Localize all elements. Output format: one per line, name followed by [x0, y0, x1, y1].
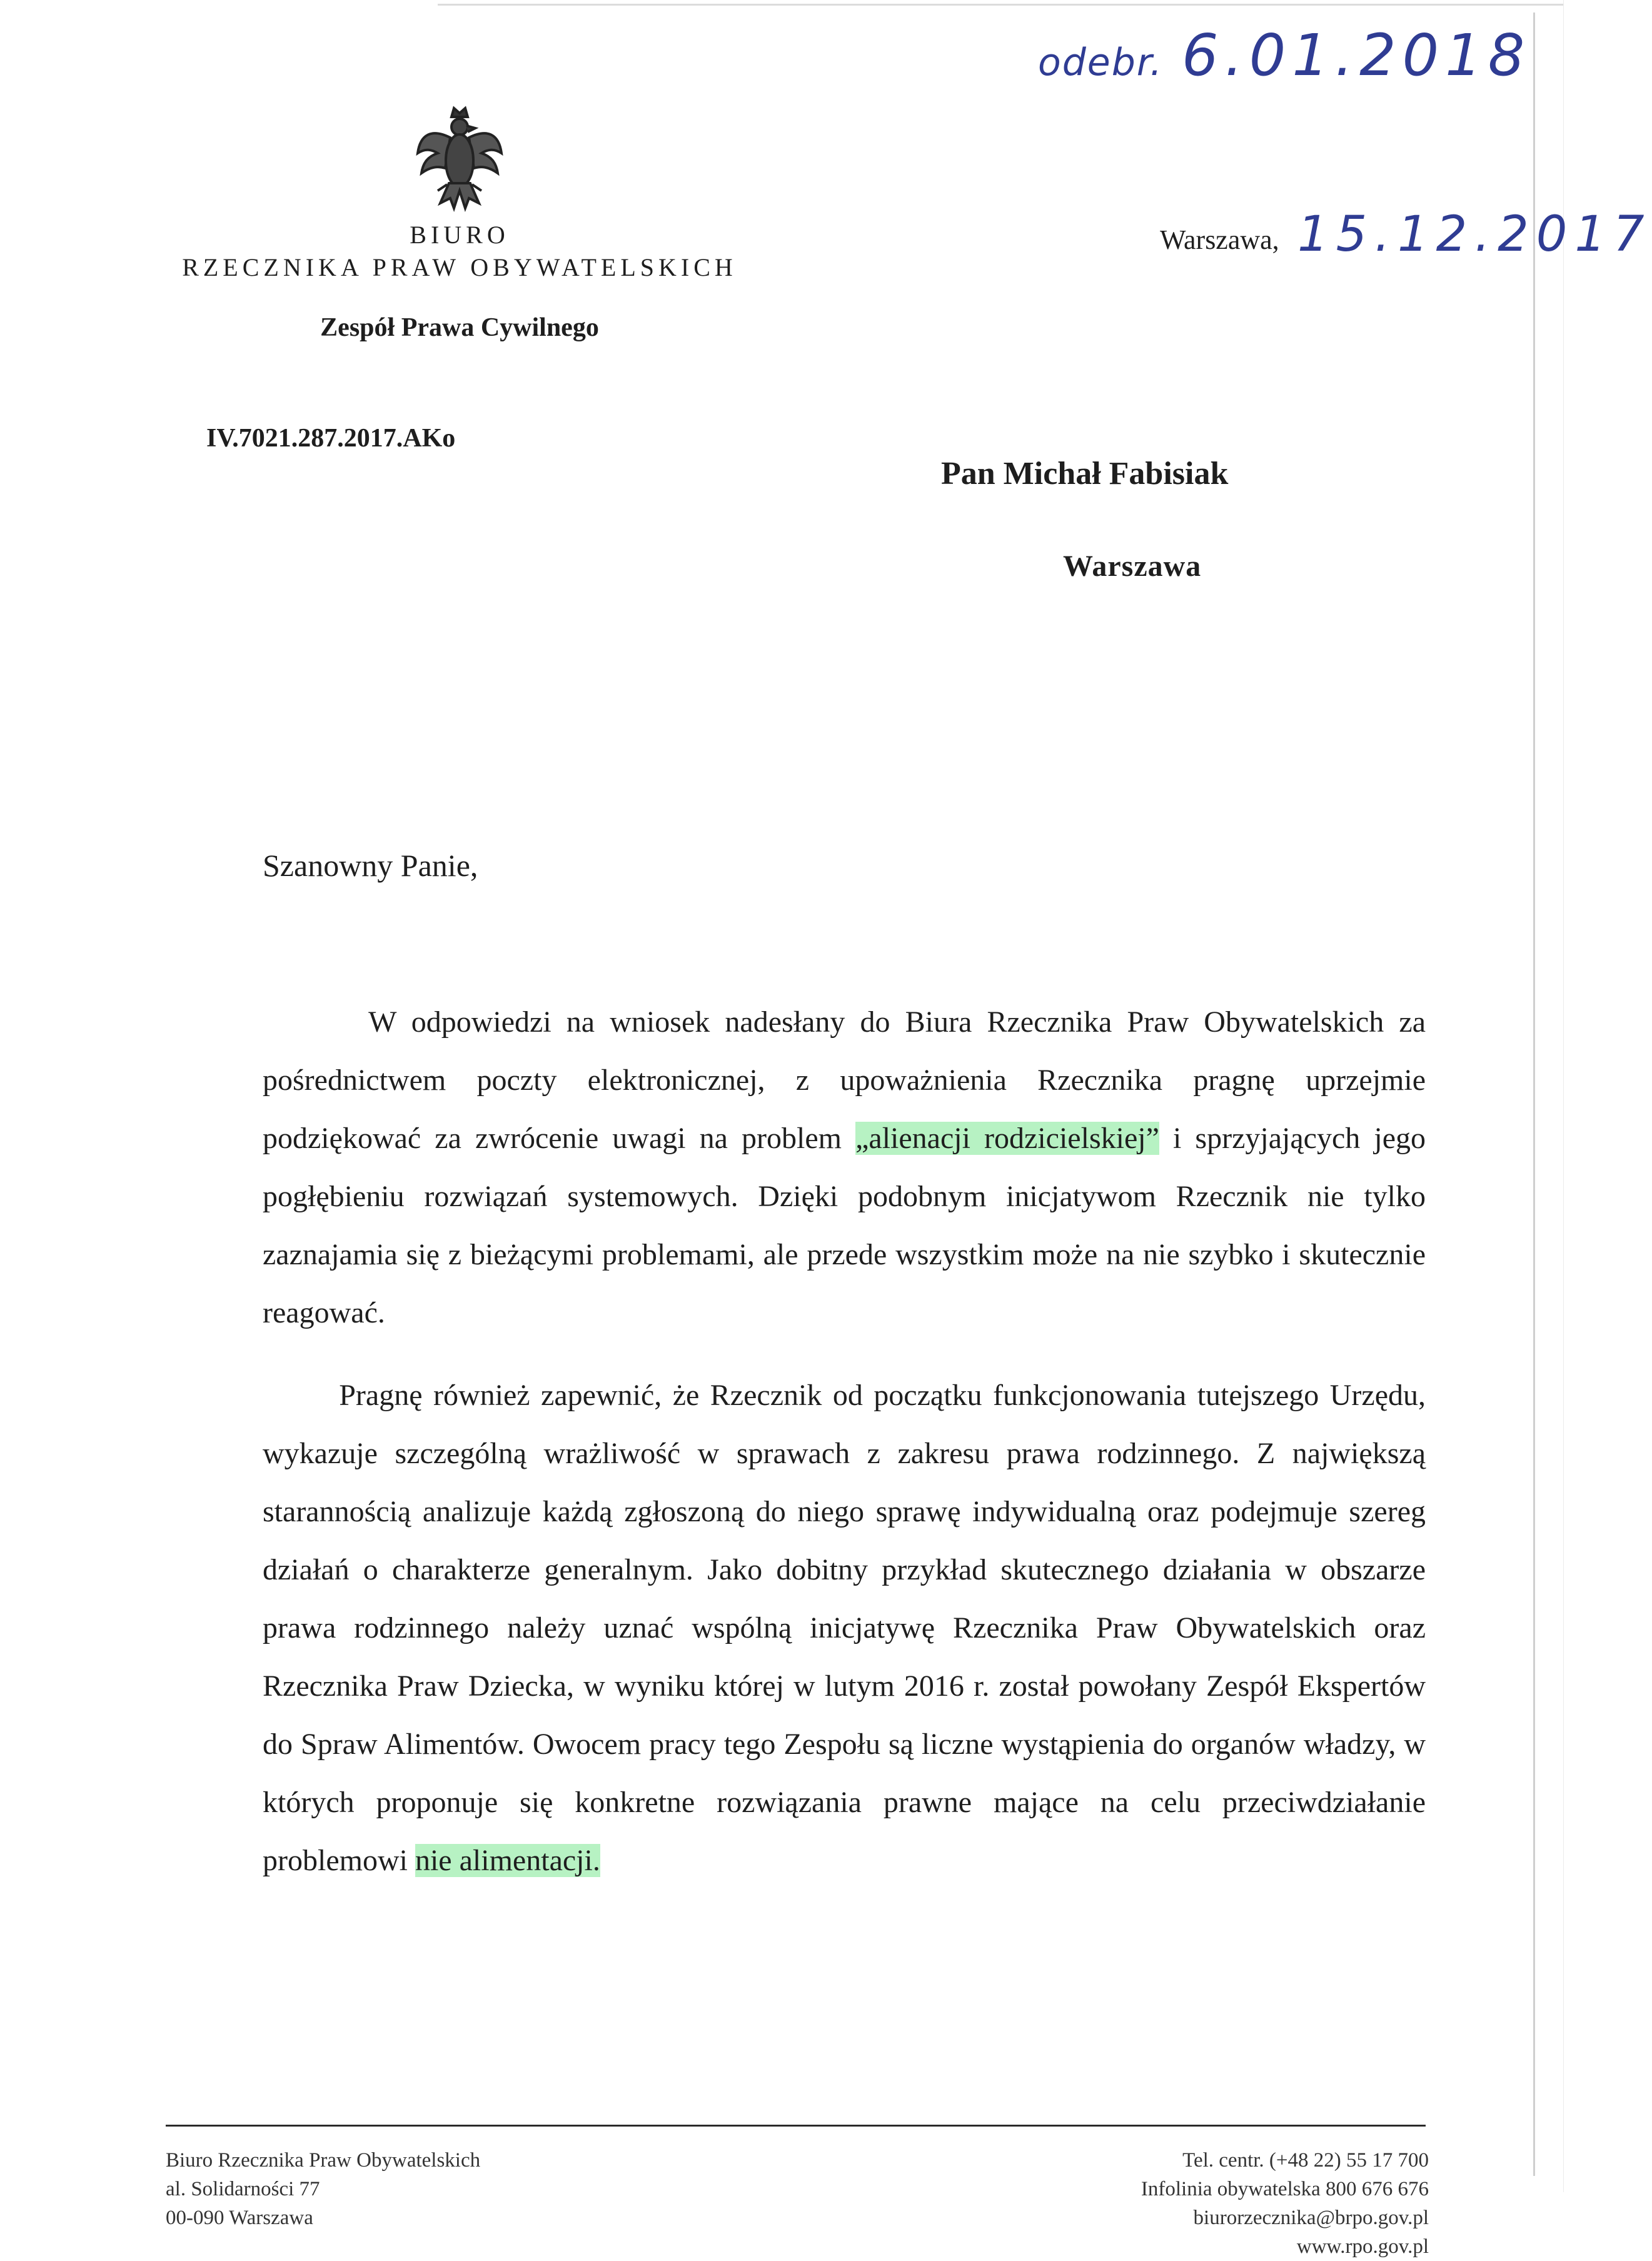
polish-eagle-emblem-icon	[413, 103, 506, 213]
addressee-city: Warszawa	[1063, 550, 1202, 583]
footer-postcode: 00-090 Warszawa	[166, 2207, 313, 2229]
received-stamp-handwritten	[1038, 22, 1531, 89]
footer-divider	[166, 2125, 1426, 2127]
scan-edge-top	[438, 4, 1563, 6]
paragraph-1-text-before: W odpowiedzi na wniosek nadesłany do Biura Rzecznika Praw Obywatelskich za pośrednictwem poczty elektronicznej, z upoważnienia Rzecznika pragnę uprzejmie podziękować za zwrócenie uwagi na problem	[263, 1005, 1426, 1155]
received-date: 6.01.2018	[1182, 22, 1531, 89]
addressee-name: Pan Michał Fabisiak	[941, 456, 1229, 491]
paragraph-1-text-after: i sprzyjających jego pogłębieniu rozwiązań systemowych. Dzięki podobnym inicjatywom Rzecznik nie tylko zaznajamia się z bieżącymi problemami, ale przede wszystkim może na nie szybko i skutecznie reagować.	[263, 1122, 1426, 1329]
place-label: Warszawa,	[1160, 224, 1279, 255]
letter-date-handwritten: 15.12.2017	[1297, 206, 1652, 263]
footer-street: al. Solidarności 77	[166, 2178, 320, 2200]
office-name	[166, 219, 753, 284]
scan-edge-right	[1533, 13, 1535, 2176]
footer-website: www.rpo.gov.pl	[1296, 2235, 1429, 2258]
salutation: Szanowny Panie,	[263, 848, 478, 883]
team-name: Zespół Prawa Cywilnego	[320, 313, 599, 342]
footer-email: biurorzecznika@brpo.gov.pl	[1193, 2207, 1429, 2229]
paragraph-2-text: Pragnę również zapewnić, że Rzecznik od początku funkcjonowania tutejszego Urzędu, wykazuje szczególną wrażliwość w sprawach z zakresu prawa rodzinnego. Z największą starannością analizuje każdą zgłoszoną do niego sprawę indywidualną oraz podejmuje szereg działań o charakterze generalnym. Jako dobitny przykład skutecznego działania w obszarze prawa rodzinnego należy uznać wspólną inicjatywę Rzecznika Praw Obywatelskich oraz Rzecznika Praw Dziecka, w wyniku której w lutym 2016 r. został powołany Zespół Ekspertów do Spraw Alimentów. Owocem pracy tego Zespołu są liczne wystąpienia do organów władzy, w których proponuje się konkretne rozwiązania prawne mające na celu przeciwdziałanie problemowi	[263, 1379, 1426, 1877]
office-name-line2: RZECZNIKA PRAW OBYWATELSKICH	[182, 253, 737, 281]
paragraph-1	[263, 993, 1426, 1342]
footer-hotline: Infolinia obywatelska 800 676 676	[1141, 2178, 1429, 2200]
office-name-line1: BIURO	[410, 221, 510, 249]
paragraph-2	[263, 1366, 1426, 1890]
footer-office: Biuro Rzecznika Praw Obywatelskich	[166, 2149, 481, 2172]
highlight-non-alimony: nie alimentacji.	[415, 1844, 600, 1877]
footer-phone: Tel. centr. (+48 22) 55 17 700	[1182, 2149, 1429, 2172]
scan-edge-right-outer	[1563, 0, 1564, 2192]
highlight-parental-alienation: „alienacji rodzicielskiej”	[855, 1122, 1159, 1155]
reference-number: IV.7021.287.2017.AKo	[206, 424, 456, 453]
footer-address	[166, 2146, 480, 2232]
received-prefix: odebr.	[1038, 41, 1164, 84]
footer-contact	[875, 2146, 1429, 2261]
